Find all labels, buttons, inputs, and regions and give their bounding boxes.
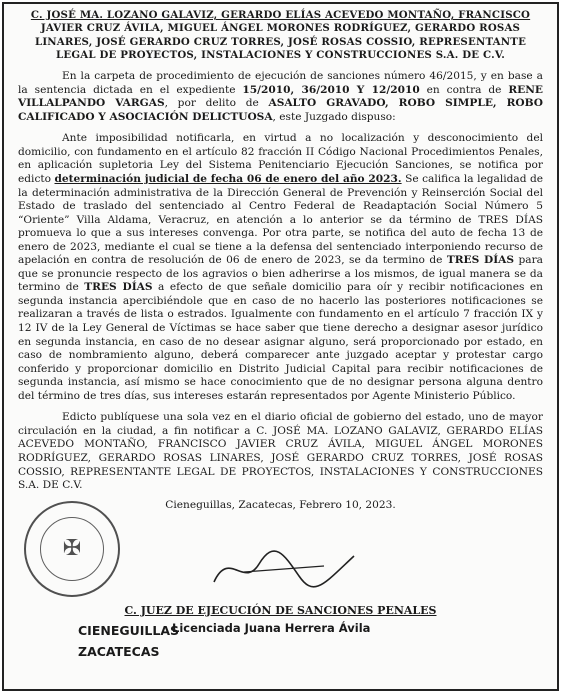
term-three-days-1: TRES DÍAS: [446, 254, 515, 267]
city-line-2: ZACATECAS: [78, 643, 160, 659]
place-and-date: Cieneguillas, Zacatecas, Febrero 10, 2023.: [165, 498, 396, 511]
judge-title: C. JUEZ DE EJECUCIÓN DE SANCIONES PENALES: [124, 604, 437, 617]
judicial-determination: determinación judicial de fecha 06 de enero del año 2023.: [54, 173, 402, 186]
eagle-seal-icon: ✠: [40, 517, 104, 581]
sentenced-name: RENE VILLALPANDO VARGAS: [18, 83, 543, 110]
case-numbers: 15/2010, 36/2010 Y 12/2010: [242, 83, 420, 96]
paragraph-notification: Ante imposibilidad notificarla, en virtud a no localización y desconocimiento del domicilio, con fundamento en el artículo 82 fracción II Código Nacional Procedimientos Penales, en aplicación supletoria Ley del Sistema Penitenciario Ejecución Sanciones, se notifica por edicto determinación judicial de fecha 06 de enero del año 2023. Se califica la legalidad de la determinación administrativa de la Dirección General de Prevención y Reinserción Social del Estado de traslado del sentenciado al Centro Federal de Readaptación Social Número 5 “Oriente” Villa Aldama, Veracruz, en atención a lo anterior se da término de TRES DÍAS promueva lo que a sus intereses convenga. Por otra parte, se notifica del auto de fecha 13 de enero de 2023, mediante el cual se tiene a la defensa del sentenciado interponiendo recurso de apelación en contra de resolución de 06 de enero de 2023, se da termino de TRES DÍAS para que se pronuncie respecto de los agravios o bien adherirse a los mismos, de igual manera se da termino de TRES DÍAS a efecto de que señale domicilio para oír y recibir notificaciones en segunda instancia apercibiéndole que en caso de no hacerlo las posteriores notificaciones se realizaran a través de lista o estrados. Igualmente con fundamento en el artículo 7 fracción IX y 12 IV de la Ley General de Víctimas se hace saber que tiene derecho a designar asesor jurídico en segunda instancia, en caso de no desear asignar alguno, será proporcionado por estado, en caso de nombramiento alguno, deberá comparecer ante juzgado aceptar y protestar cargo conferido y proporcionar domicilio en Distrito Judicial Capital para recibir notificaciones de segunda instancia, así mismo se hace conocimiento que de no designar persona alguna dentro del término de tres días, sus intereses estarán representados por Agente Ministerio Público.: [18, 132, 544, 402]
handwritten-signature: [204, 544, 364, 594]
offenses: ASALTO GRAVADO, ROBO SIMPLE, ROBO CALIFICADO Y ASOCIACIÓN DELICTUOSA: [18, 97, 544, 123]
term-three-days-2: TRES DÍAS: [84, 281, 153, 294]
paragraph-case-reference: En la carpeta de procedimiento de ejecución de sanciones número 46/2015, y en base a la sentencia dictada en el expediente 15/2010, 36/2010 Y 12/2010 en contra de RENE VILLALPANDO VARGAS, por delito de ASALTO GRAVADO, ROBO SIMPLE, ROBO CALIFICADO Y ASOCIACIÓN DELICTUOSA, este Juzgado dispuso:: [18, 70, 544, 123]
addressees-header: [18, 9, 543, 62]
header-line-3: LINARES, JOSÉ GERARDO CRUZ TORRES, JOSÉ ROSAS COSSIO, REPRESENTANTE: [34, 35, 527, 48]
edict-document: [2, 2, 559, 691]
header-line-4: LEGAL DE PROYECTOS, INSTALACIONES Y CONSTRUCCIONES S.A. DE C.V.: [56, 48, 505, 61]
court-seal: [24, 501, 120, 597]
city-line-1: CIENEGUILLAS: [78, 622, 180, 638]
header-line-2: JAVIER CRUZ ÁVILA, MIGUEL ÁNGEL MORONES RODRÍGUEZ, GERARDO ROSAS: [40, 22, 521, 35]
judge-name: Licenciada Juana Herrera Ávila: [172, 621, 371, 635]
paragraph-publication: Edicto publíquese una sola vez en el diario oficial de gobierno del estado, uno de mayor circulación en la ciudad, a fin notificar a C. JOSÉ MA. LOZANO GALAVIZ, GERARDO ELÍAS ACEVEDO MONTAÑO, FRANCISCO JAVIER CRUZ ÁVILA, MIGUEL ÁNGEL MORONES RODRÍGUEZ, GERARDO ROSAS LINARES, JOSÉ GERARDO CRUZ TORRES, JOSÉ ROSAS COSSIO, REPRESENTANTE LEGAL DE PROYECTOS, INSTALACIONES Y CONSTRUCCIONES S.A. DE C.V.: [18, 411, 543, 492]
header-line-1: C. JOSÉ MA. LOZANO GALAVIZ, GERARDO ELÍAS ACEVEDO MONTAÑO, FRANCISCO: [30, 9, 531, 21]
